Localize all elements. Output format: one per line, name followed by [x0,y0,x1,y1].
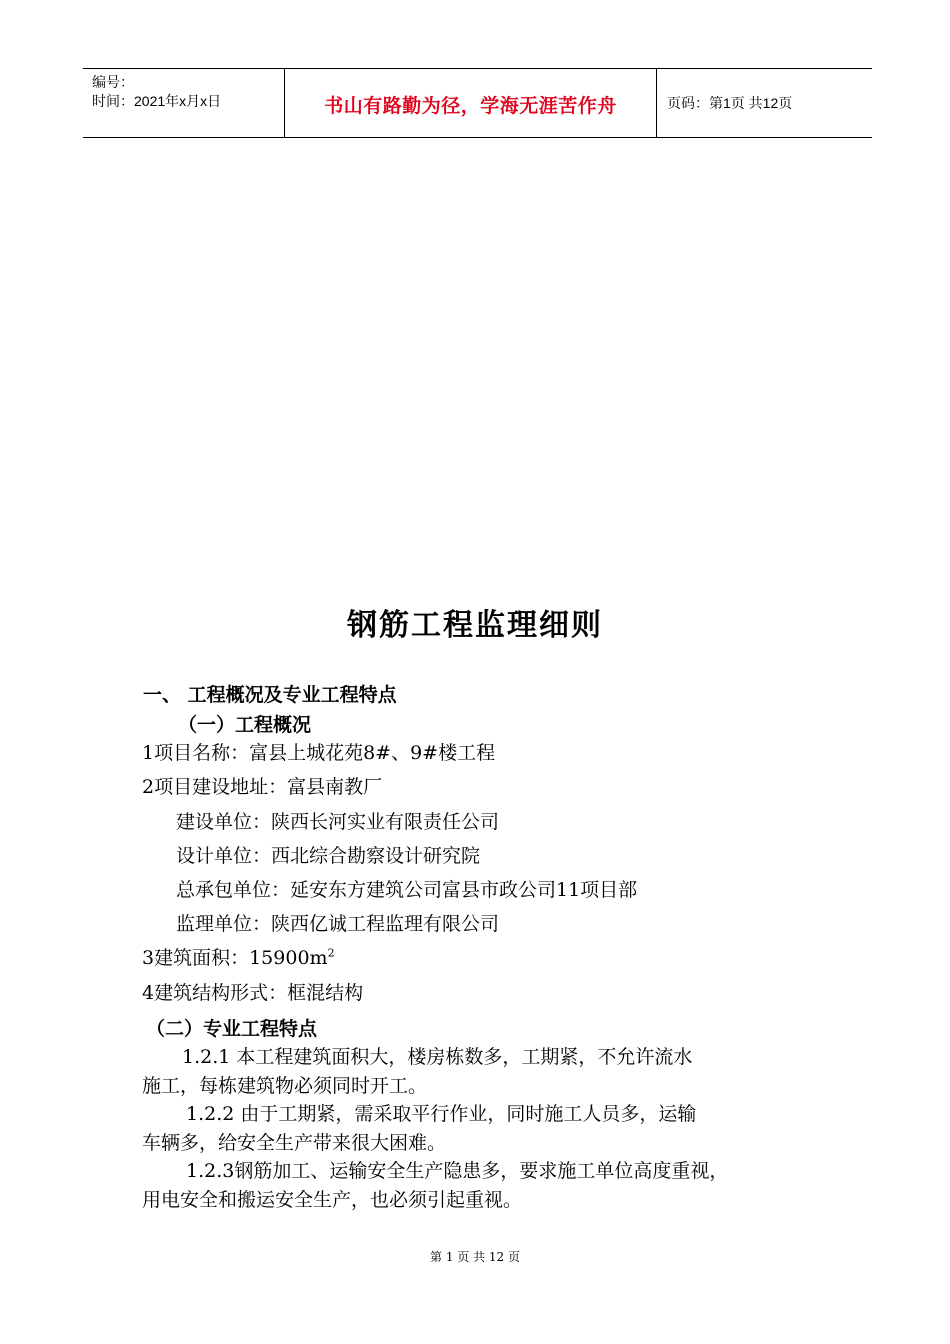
building-area [142,943,335,970]
page-footer: 第 1 页 共 12 页 [430,1250,520,1264]
subsection-heading-features: （二）专业工程特点 [146,1018,318,1040]
supervision-unit: 监理单位：陕西亿诚工程监理有限公司 [176,913,500,935]
feature-3-line-2: 用电安全和搬运安全生产，也必须引起重视。 [142,1189,523,1211]
header-motto-cell [285,69,657,137]
feature-2-line-1: 1.2.2 由于工期紧，需采取平行作业，同时施工人员多，运输 [186,1103,697,1125]
feature-2-line-2: 车辆多，给安全生产带来很大困难。 [142,1132,447,1154]
general-contractor: 总承包单位：延安东方建筑公司富县市政公司11项目部 [176,879,638,901]
feature-1-line-2: 施工，每栋建筑物必须同时开工。 [142,1075,428,1097]
header-motto: 书山有路勤为径，学海无涯苦作舟 [324,95,617,117]
construction-unit: 建设单位：陕西长河实业有限责任公司 [176,811,500,833]
project-name: 1项目名称：富县上城花苑8#、9#楼工程 [142,742,496,764]
header-table [83,68,872,138]
design-unit: 设计单位：西北综合勘察设计研究院 [176,845,481,867]
building-area-label: 3建筑面积：15900m [142,947,328,969]
document-number: 编号： [92,74,134,90]
structure-type: 4建筑结构形式：框混结构 [142,982,364,1004]
document-date: 时间：2021年x月x日 [92,93,222,109]
feature-3-line-1: 1.2.3钢筋加工、运输安全生产隐患多，要求施工单位高度重视， [186,1160,729,1182]
feature-1-line-1: 1.2.1 本工程建筑面积大，楼房栋数多，工期紧，不允许流水 [182,1046,693,1068]
header-meta-cell [83,69,285,137]
header-page-number: 页码：第1页 共12页 [667,95,793,111]
document-title: 钢筋工程监理细则 [347,608,603,643]
project-address: 2项目建设地址：富县南教厂 [142,776,383,798]
section-heading: 一、 工程概况及专业工程特点 [143,684,397,706]
area-superscript: 2 [327,946,335,960]
subsection-heading-overview: （一）工程概况 [178,714,312,736]
